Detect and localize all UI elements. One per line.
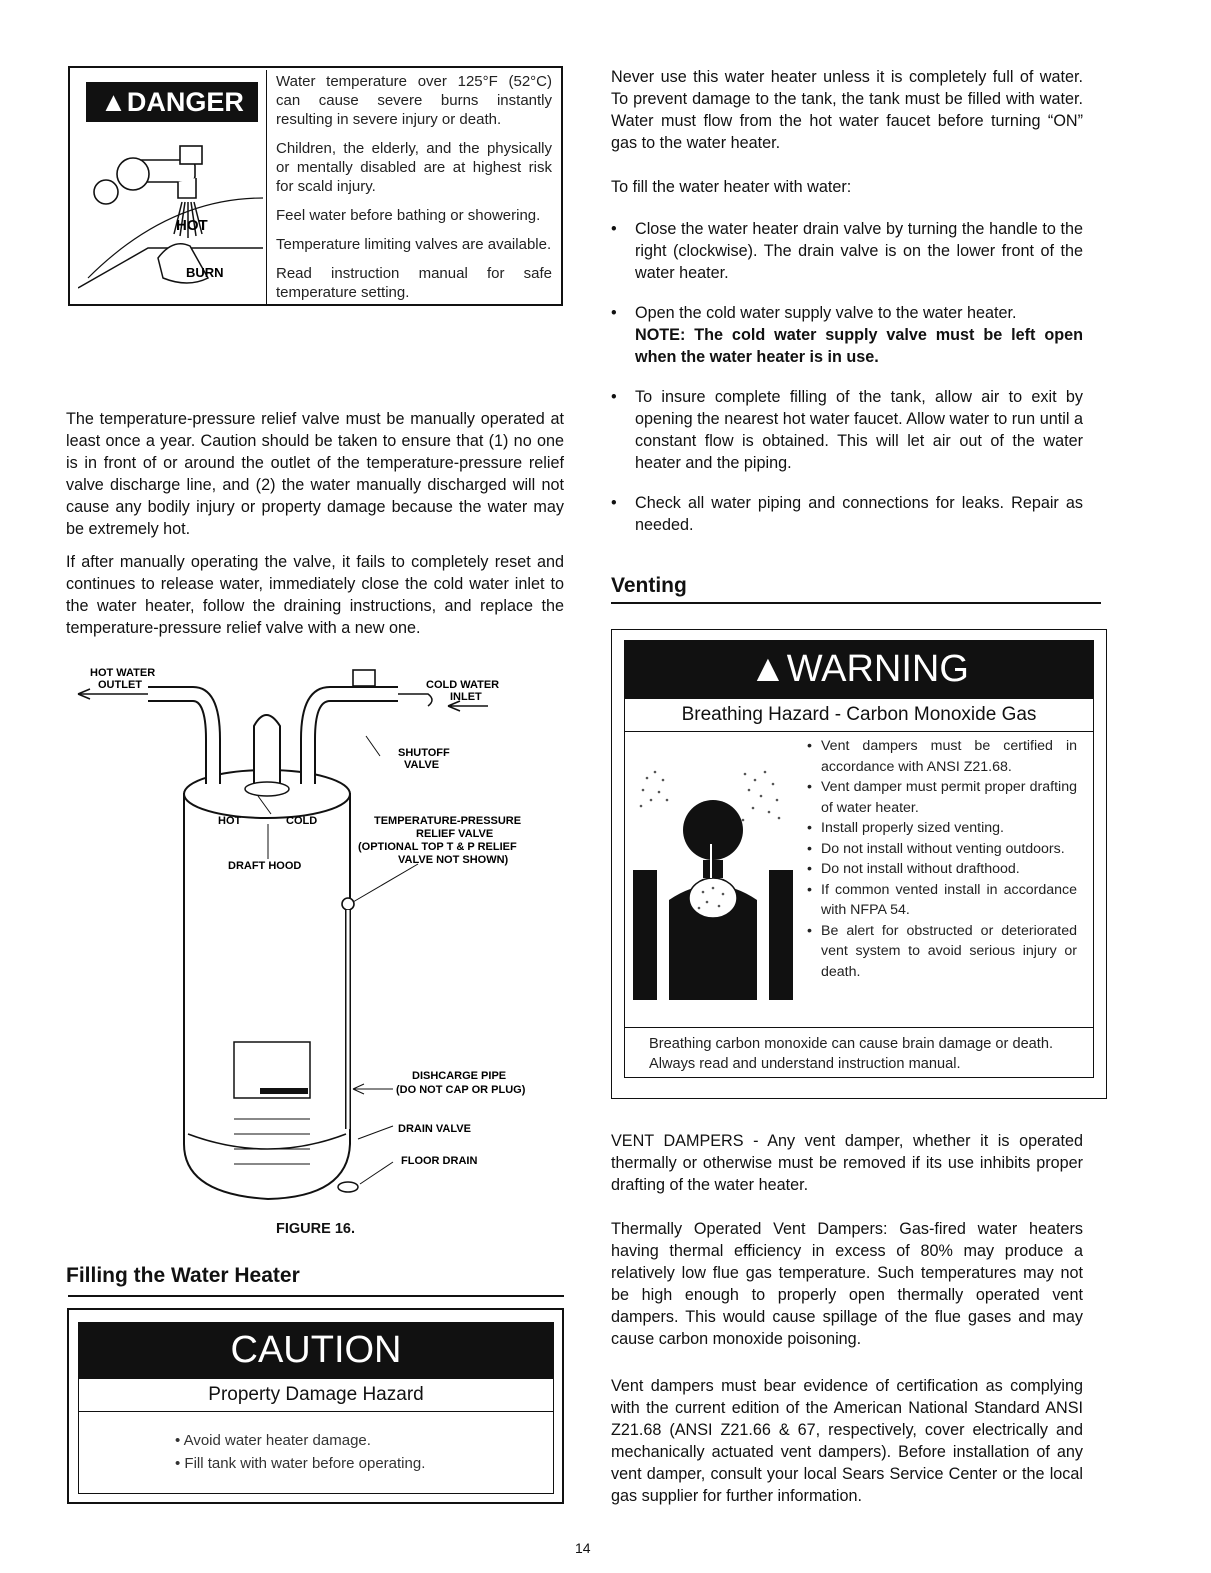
hot-water-outlet-label: OUTLET xyxy=(98,679,142,691)
danger-label: ▲DANGER xyxy=(86,82,258,122)
discharge-pipe-label: DISHCARGE PIPE xyxy=(412,1070,507,1082)
vent-dampers-paragraph: VENT DAMPERS - Any vent damper, whether it is operated thermally or otherwise must be removed if its use inhibits proper drafting of the water heater. xyxy=(611,1132,1083,1194)
caution-list xyxy=(175,1429,425,1475)
list-item: • Do not install without venting outdoors. xyxy=(807,839,1077,860)
list-item: • Vent damper must permit proper drafting of water heater. xyxy=(807,777,1077,818)
caution-item: • Fill tank with water before operating. xyxy=(175,1455,426,1472)
list-item xyxy=(611,218,1083,284)
list-item: • If common vented install in accordance with NFPA 54. xyxy=(807,880,1077,921)
draft-hood-label: DRAFT HOOD xyxy=(228,860,302,872)
step-text: Open the cold water supply valve to the water heater. xyxy=(635,304,1017,322)
step-note: NOTE: The cold water supply valve must be left open when the water heater is in use. xyxy=(635,326,1083,366)
cold-water-inlet-label: INLET xyxy=(450,691,482,703)
list-item: • Do not install without drafthood. xyxy=(807,859,1077,880)
list-item: • Install properly sized venting. xyxy=(807,818,1077,839)
fill-steps-list xyxy=(611,218,1083,554)
certification-paragraph: Vent dampers must bear evidence of certification as complying with the current edition of the American National Standard ANSI Z21.68 (ANSI Z21.66 & 67, respectively, cover electrically and mechanically actuated vent dampers). Before installation of any vent damper, consult your local Sears Service Center or the local gas supplier for further information. xyxy=(611,1377,1083,1505)
danger-messages xyxy=(276,72,552,312)
hot-text: HOT xyxy=(176,217,208,234)
warning-list xyxy=(807,736,1077,982)
danger-message: Children, the elderly, and the physically or mentally disabled are at highest risk for scald injury. xyxy=(276,140,552,195)
caution-hazard-title: Property Damage Hazard xyxy=(78,1378,554,1412)
list-item xyxy=(611,492,1083,536)
burn-text: BURN xyxy=(186,265,224,280)
caution-box xyxy=(67,1308,564,1504)
shutoff-valve-label: VALVE xyxy=(404,759,440,771)
warning-box xyxy=(611,629,1107,1099)
water-heater-diagram xyxy=(68,664,568,1214)
warning-triangle-icon: ▲ xyxy=(100,87,127,117)
warning-triangle-icon: ▲ xyxy=(749,648,787,690)
tp-valve-label: RELIEF VALVE xyxy=(416,828,494,840)
bullet: • xyxy=(611,388,617,406)
tp-valve-label: TEMPERATURE-PRESSURE xyxy=(374,815,522,827)
list-item xyxy=(611,386,1083,474)
step-text: Check all water piping and connections for leaks. Repair as needed. xyxy=(635,494,1083,534)
list-item xyxy=(611,302,1083,368)
hot-label: HOT xyxy=(218,815,242,827)
tp-valve-paragraph: The temperature-pressure relief valve must be manually operated at least once a year. Caution should be taken to ensure that (1) no one is in front of or around the outlet of the temperature-pressure relief valve discharge line, and (2) the water manually discharged will not cause any bodily injury or property damage because the water may be extremely hot. xyxy=(66,410,564,538)
heading-rule xyxy=(68,1295,564,1297)
bullet: • xyxy=(611,494,617,512)
figure-caption: FIGURE 16. xyxy=(276,1221,355,1237)
reset-paragraph: If after manually operating the valve, it fails to completely reset and continues to release water, immediately close the cold water inlet to the water heater, follow the draining instructions, and replace the temperature-pressure relief valve with a new one. xyxy=(66,553,564,637)
danger-box xyxy=(68,66,563,306)
warning-hazard-title: Breathing Hazard - Carbon Monoxide Gas xyxy=(624,698,1094,732)
danger-divider xyxy=(266,70,267,304)
warning-body xyxy=(624,732,1094,1028)
danger-message: Feel water before bathing or showering. xyxy=(276,207,541,224)
list-item: • Vent dampers must be certified in accordance with ANSI Z21.68. xyxy=(807,736,1077,777)
caution-body xyxy=(78,1412,554,1494)
page-number: 14 xyxy=(575,1540,591,1556)
cold-label: COLD xyxy=(286,815,318,827)
thermal-dampers-paragraph: Thermally Operated Vent Dampers: Gas-fired water heaters having thermal efficiency in excess of 80% may produce a relatively low flue gas temperature. Such temperatures may not be high enough to properly open thermally operated vent dampers. This would cause spillage of the flue gases and may cause carbon monoxide poisoning. xyxy=(611,1220,1083,1348)
caution-item: • Avoid water heater damage. xyxy=(175,1432,371,1449)
full-water-paragraph: Never use this water heater unless it is completely full of water. To prevent damage to the tank, the tank must be filled with water. Water must flow from the hot water faucet before turning “ON” gas to the water heater. xyxy=(611,68,1083,152)
drain-valve-label: DRAIN VALVE xyxy=(398,1123,471,1135)
fill-intro: To fill the water heater with water: xyxy=(611,178,852,196)
carbon-monoxide-illustration xyxy=(633,760,793,1010)
tp-valve-label: VALVE NOT SHOWN) xyxy=(398,854,509,866)
bullet: • xyxy=(611,304,617,322)
warning-footer: Breathing carbon monoxide can cause brain damage or death. Always read and understand instruction manual. xyxy=(624,1028,1094,1078)
hot-water-burn-illustration xyxy=(78,138,263,298)
bullet: • xyxy=(611,220,617,238)
hot-water-outlet-label: HOT WATER xyxy=(90,667,156,679)
shutoff-valve-label: SHUTOFF xyxy=(398,747,450,759)
danger-message: Temperature limiting valves are available. xyxy=(276,236,552,253)
caution-label: CAUTION xyxy=(78,1322,554,1378)
tp-valve-label: (OPTIONAL TOP T & P RELIEF xyxy=(358,841,517,853)
filling-heading: Filling the Water Heater xyxy=(66,1264,300,1287)
discharge-pipe-label: (DO NOT CAP OR PLUG) xyxy=(396,1084,526,1096)
step-text: To insure complete filling of the tank, allow air to exit by opening the nearest hot water faucet. Allow water to run until a constant flow is obtained. This will let air out of the water heater and the piping. xyxy=(635,388,1083,472)
cold-water-inlet-label: COLD WATER xyxy=(426,679,500,691)
heading-rule xyxy=(611,602,1101,604)
venting-heading: Venting xyxy=(611,574,687,597)
floor-drain-label: FLOOR DRAIN xyxy=(401,1155,478,1167)
danger-message: Water temperature over 125°F (52°C) can cause severe burns instantly resulting in severe injury or death. xyxy=(276,73,552,128)
warning-label: ▲WARNING xyxy=(624,640,1094,698)
list-item: • Be alert for obstructed or deteriorated vent system to avoid serious injury or death. xyxy=(807,921,1077,983)
danger-message: Read instruction manual for safe temperature setting. xyxy=(276,265,552,301)
step-text: Close the water heater drain valve by turning the handle to the right (clockwise). The drain valve is on the lower front of the water heater. xyxy=(635,220,1083,282)
